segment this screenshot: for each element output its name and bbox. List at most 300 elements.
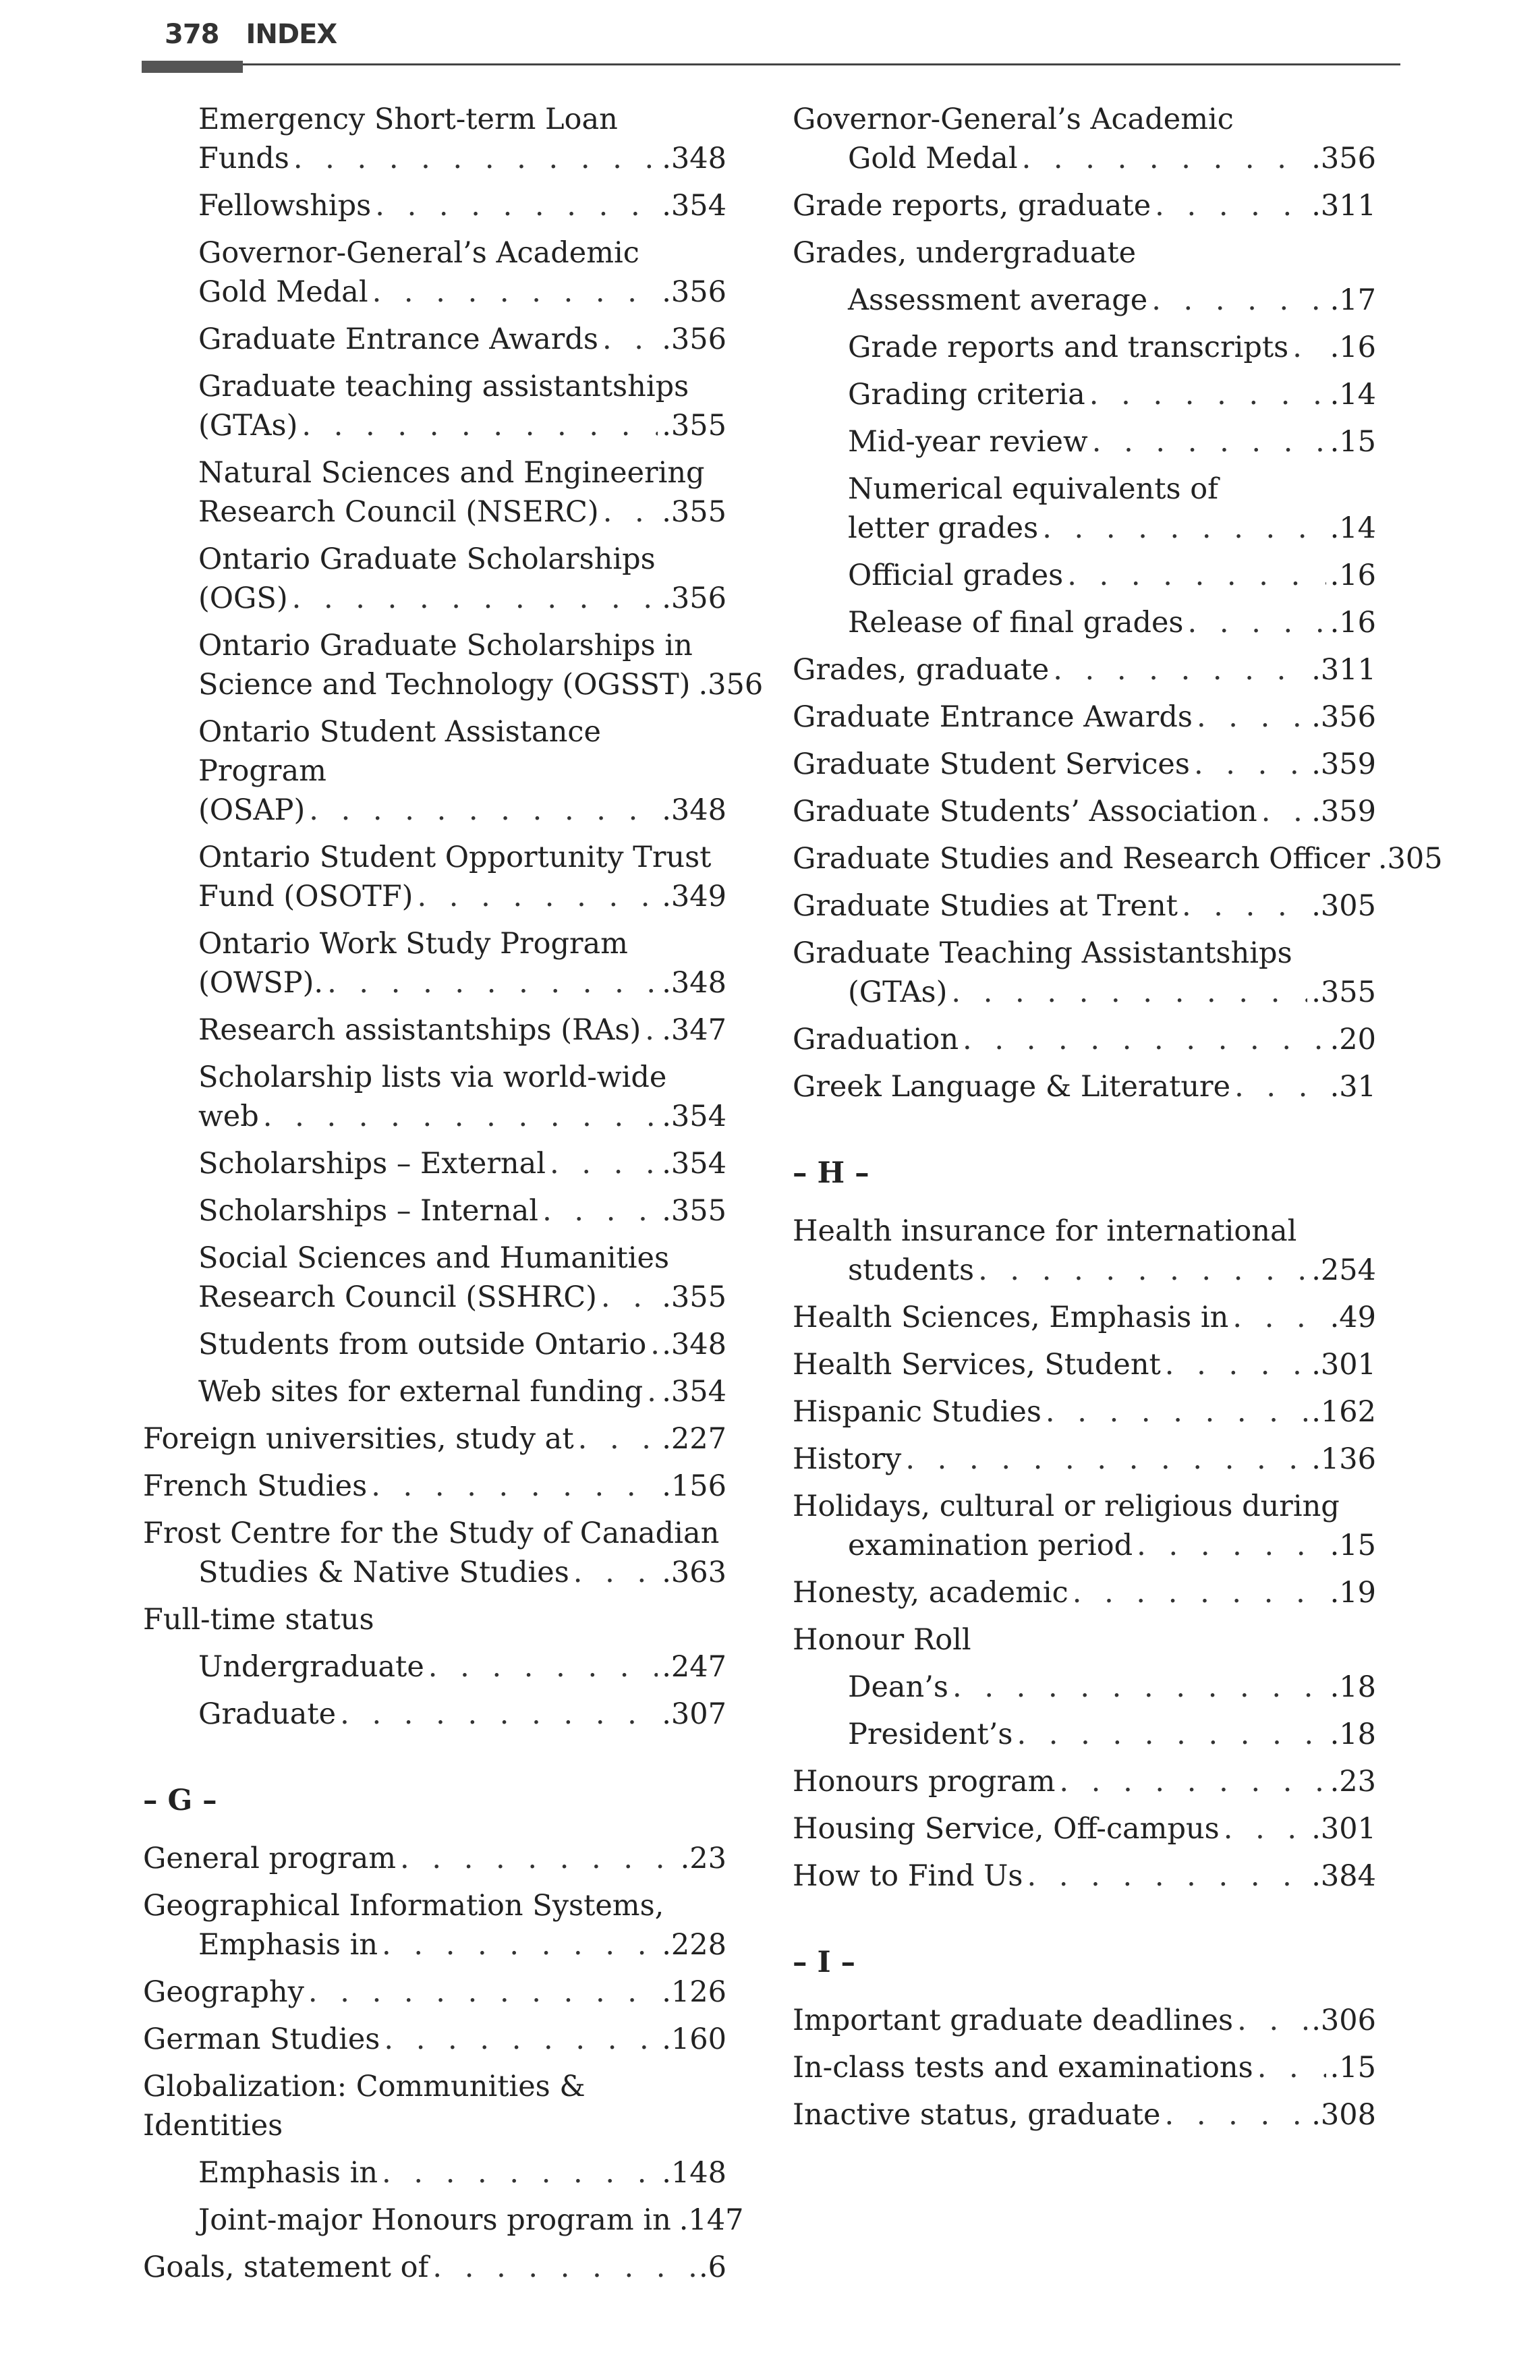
index-entry xyxy=(793,1067,1376,1106)
index-line xyxy=(793,1526,1376,1565)
page-ref: .247 xyxy=(662,1650,726,1684)
entry-continuation: Studies & Native Studies xyxy=(198,1556,569,1589)
index-subentry xyxy=(143,1239,726,1317)
leader-dots xyxy=(1137,1526,1325,1565)
leader-dots xyxy=(263,1097,658,1136)
index-line xyxy=(198,791,726,830)
subentry-text: (OSAP) xyxy=(198,793,306,827)
index-subentry xyxy=(793,328,1376,367)
index-line xyxy=(143,2248,726,2287)
page-ref: .354 xyxy=(662,1375,726,1409)
index-subentry xyxy=(793,556,1376,595)
leader-dots xyxy=(1092,422,1326,461)
subentry-text: Research assistantships (RAs) xyxy=(198,1013,641,1047)
page-ref: .349 xyxy=(662,880,726,913)
index-line xyxy=(793,1298,1376,1337)
subentry-text: Grading criteria xyxy=(848,378,1085,412)
page-ref: .31 xyxy=(1330,1070,1376,1104)
leader-dots xyxy=(1067,556,1325,595)
leader-dots xyxy=(372,273,658,312)
index-line xyxy=(848,509,1376,548)
index-line xyxy=(793,1573,1376,1612)
index-line xyxy=(793,186,1376,225)
index-line xyxy=(198,1372,726,1411)
page-ref: .126 xyxy=(662,1975,726,2009)
page-ref: .355 xyxy=(662,495,726,529)
page-ref: .16 xyxy=(1330,606,1376,640)
leader-dots xyxy=(1292,328,1325,367)
entry-text: Housing Service, Off-campus xyxy=(793,1812,1220,1846)
entry-continuation: (GTAs) xyxy=(848,975,948,1009)
page-ref: .308 xyxy=(1311,2098,1376,2132)
index-line xyxy=(198,492,726,532)
entry-text: Health Sciences, Emphasis in xyxy=(793,1301,1229,1334)
subentry-text: Web sites for external funding xyxy=(198,1375,644,1409)
entry-heading: Grades, undergraduate xyxy=(793,236,1137,270)
index-subentry xyxy=(793,375,1376,414)
index-subentry xyxy=(143,100,726,178)
page-ref: .160 xyxy=(662,2022,726,2056)
page-ref: .354 xyxy=(662,189,726,223)
index-line xyxy=(143,2020,726,2059)
leader-dots xyxy=(952,1668,1326,1707)
index-subentry xyxy=(143,540,726,618)
leader-dots xyxy=(542,1191,658,1230)
index-entry xyxy=(793,1345,1376,1384)
leader-dots xyxy=(1027,1857,1307,1896)
entry-text: History xyxy=(793,1442,902,1476)
index-subentry xyxy=(793,422,1376,461)
leader-dots xyxy=(578,1419,658,1458)
index-entry xyxy=(143,1973,726,2012)
index-line xyxy=(848,375,1376,414)
index-line xyxy=(848,1668,1376,1707)
page-ref: .227 xyxy=(662,1422,726,1456)
index-line xyxy=(198,1191,726,1230)
index-entry xyxy=(793,1762,1376,1801)
index-line xyxy=(848,328,1376,367)
leader-dots xyxy=(302,406,658,445)
index-subentry xyxy=(143,453,726,532)
page-ref: .16 xyxy=(1330,331,1376,364)
index-line xyxy=(198,1325,726,1364)
subentry-text: Emphasis in xyxy=(198,2156,378,2190)
page-ref: .15 xyxy=(1330,1529,1376,1562)
page-ref: .20 xyxy=(1330,1023,1376,1056)
subentry-text: (OWSP). xyxy=(198,966,324,1000)
subentry-heading: Governor-General’s Academic xyxy=(198,236,639,270)
leader-dots xyxy=(1232,1298,1325,1337)
index-line xyxy=(143,1973,726,2012)
index-entry xyxy=(143,1514,726,1592)
index-entry xyxy=(793,745,1376,784)
leader-dots xyxy=(1165,2095,1308,2134)
leader-dots xyxy=(602,320,658,359)
section-letter-h: – H – xyxy=(793,1156,869,1190)
leader-dots xyxy=(1237,2001,1307,2040)
section-letter-g: – G – xyxy=(143,1784,217,1817)
page-ref: .305 xyxy=(1377,842,1443,876)
subentry-heading: Ontario Work Study Program xyxy=(198,927,628,961)
entry-heading: Frost Centre for the Study of Canadian xyxy=(143,1517,720,1550)
leader-dots xyxy=(384,2020,658,2059)
index-subentry xyxy=(143,367,726,445)
leader-dots xyxy=(1165,1345,1307,1384)
page-ref: .6 xyxy=(698,2250,726,2284)
page-ref: .301 xyxy=(1311,1812,1376,1846)
page-ref: .359 xyxy=(1311,747,1376,781)
leader-dots xyxy=(1073,1573,1326,1612)
subentry-text: (OGS) xyxy=(198,582,288,615)
index-line xyxy=(793,1440,1376,1479)
leader-dots xyxy=(375,186,658,225)
page-ref: .306 xyxy=(1311,2004,1376,2037)
index-line xyxy=(143,1467,726,1506)
entry-text: Graduate Studies and Research Officer xyxy=(793,842,1370,876)
entry-text: Grade reports, graduate xyxy=(793,189,1151,223)
page-ref: .15 xyxy=(1330,2051,1376,2085)
page-ref: .356 xyxy=(1311,142,1376,175)
index-line xyxy=(793,792,1376,831)
index-subentry xyxy=(143,838,726,916)
entry-text: German Studies xyxy=(143,2022,380,2056)
page-ref: .384 xyxy=(1311,1859,1376,1893)
index-entry xyxy=(793,100,1376,178)
index-subentry xyxy=(143,233,726,312)
index-entry xyxy=(793,1857,1376,1896)
entry-heading: Honour Roll xyxy=(793,1623,971,1657)
index-subentry xyxy=(793,1715,1376,1754)
entry-heading: Health insurance for international xyxy=(793,1214,1297,1248)
running-title: INDEX xyxy=(246,19,337,50)
index-entry xyxy=(793,2001,1376,2040)
index-entry xyxy=(793,1020,1376,1059)
subentry-heading: Numerical equivalents of xyxy=(848,472,1219,506)
leader-dots xyxy=(603,492,658,532)
index-entry xyxy=(143,2020,726,2059)
page-ref: .23 xyxy=(680,1842,726,1875)
entry-heading: Full-time status xyxy=(143,1603,374,1637)
leader-dots xyxy=(327,963,658,1002)
index-line xyxy=(198,1278,726,1317)
entry-text: General program xyxy=(143,1842,397,1875)
index-entry xyxy=(793,934,1376,1012)
entry-text: Graduate Students’ Association xyxy=(793,795,1257,828)
subentry-text: web xyxy=(198,1100,259,1133)
subentry-text: Gold Medal xyxy=(198,275,368,309)
index-line xyxy=(198,877,726,916)
leader-dots xyxy=(1046,1392,1307,1432)
index-entry xyxy=(143,1467,726,1506)
index-line xyxy=(793,886,1376,926)
leader-dots xyxy=(400,1839,677,1878)
page-ref: .148 xyxy=(662,2156,726,2190)
subentry-continuation: letter grades xyxy=(848,511,1039,545)
leader-dots xyxy=(905,1440,1307,1479)
index-line xyxy=(793,2001,1376,2040)
index-line xyxy=(793,839,1443,878)
index-line xyxy=(848,422,1376,461)
leader-dots xyxy=(1257,2048,1326,2087)
index-line xyxy=(198,273,726,312)
page-ref: .347 xyxy=(662,1013,726,1047)
subentry-text: Graduate Entrance Awards xyxy=(198,322,598,356)
entry-text: Goals, statement of xyxy=(143,2250,429,2284)
leader-dots xyxy=(1089,375,1326,414)
index-line xyxy=(793,1762,1376,1801)
index-line xyxy=(848,281,1376,320)
subentry-text: Assessment average xyxy=(848,283,1148,317)
index-line xyxy=(198,1097,726,1136)
index-line xyxy=(198,406,726,445)
page-ref: .356 xyxy=(662,322,726,356)
index-line xyxy=(198,2201,744,2240)
index-subentry xyxy=(793,603,1376,642)
leader-dots xyxy=(645,1011,658,1050)
entry-text: Foreign universities, study at xyxy=(143,1422,574,1456)
entry-continuation: students xyxy=(848,1253,975,1287)
leader-dots xyxy=(292,579,658,618)
index-subentry xyxy=(143,2201,744,2240)
index-subentry xyxy=(143,712,726,830)
page-ref: .354 xyxy=(662,1147,726,1181)
entry-text: Inactive status, graduate xyxy=(793,2098,1161,2132)
page-ref: .14 xyxy=(1330,511,1376,545)
page-ref: .355 xyxy=(1311,975,1376,1009)
leader-dots xyxy=(340,1695,658,1734)
leader-dots xyxy=(963,1020,1326,1059)
index-entry xyxy=(793,1298,1376,1337)
index-subentry xyxy=(143,1011,726,1050)
subentry-text: Mid-year review xyxy=(848,425,1088,459)
page-ref: .355 xyxy=(662,409,726,443)
index-line xyxy=(198,1011,726,1050)
leader-dots xyxy=(1017,1715,1325,1754)
index-entry xyxy=(143,1839,726,1878)
subentry-text: Scholarships – Internal xyxy=(198,1194,539,1228)
index-line xyxy=(198,665,764,704)
entry-text: Graduate Studies at Trent xyxy=(793,889,1178,923)
subentry-text: Dean’s xyxy=(848,1670,948,1704)
index-subentry xyxy=(143,1144,726,1183)
page-ref: .147 xyxy=(679,2203,744,2237)
index-line xyxy=(793,2048,1376,2087)
page-ref: .355 xyxy=(662,1194,726,1228)
entry-text: Graduation xyxy=(793,1023,959,1056)
leader-dots xyxy=(1194,745,1307,784)
page-ref: .355 xyxy=(662,1280,726,1314)
index-line xyxy=(793,1392,1376,1432)
leader-dots xyxy=(1022,139,1308,178)
index-entry xyxy=(793,1212,1376,1290)
leader-dots xyxy=(1234,1067,1326,1106)
page-ref: .311 xyxy=(1311,653,1376,687)
index-line xyxy=(793,1809,1376,1848)
section-letter-i: – I – xyxy=(793,1946,856,1979)
leader-dots xyxy=(978,1251,1307,1290)
page-ref: .359 xyxy=(1311,795,1376,828)
page-ref: .16 xyxy=(1330,559,1376,592)
index-entry xyxy=(793,186,1376,225)
leader-dots xyxy=(382,1925,658,1964)
index-subentry xyxy=(143,924,726,1002)
leader-dots xyxy=(1182,886,1307,926)
subentry-text: Science and Technology (OGSST) xyxy=(198,668,691,702)
entry-text: Geography xyxy=(143,1975,304,2009)
index-entry xyxy=(793,839,1443,878)
page-ref: .15 xyxy=(1330,425,1376,459)
entry-heading: Geographical Information Systems, xyxy=(143,1889,664,1923)
entry-heading: Globalization: Communities & Identities xyxy=(143,2070,586,2143)
page-ref: .305 xyxy=(1311,889,1376,923)
index-entry xyxy=(793,792,1376,831)
index-line xyxy=(793,1251,1376,1290)
subentry-text: Graduate xyxy=(198,1697,337,1731)
index-line xyxy=(198,139,726,178)
page-ref: .356 xyxy=(1311,700,1376,734)
leader-dots xyxy=(1224,1809,1308,1848)
index-line xyxy=(793,1857,1376,1896)
leader-dots xyxy=(309,791,658,830)
index-line xyxy=(143,1839,726,1878)
leader-dots xyxy=(428,1647,658,1687)
page-ref: .18 xyxy=(1330,1718,1376,1751)
leader-dots xyxy=(417,877,658,916)
page-ref: .311 xyxy=(1311,189,1376,223)
entry-text: Graduate Student Services xyxy=(793,747,1190,781)
index-subentry xyxy=(143,2153,726,2192)
leader-dots xyxy=(371,1467,658,1506)
entry-text: In-class tests and examinations xyxy=(793,2051,1253,2085)
left-column xyxy=(143,100,764,2295)
entry-text: Important graduate deadlines xyxy=(793,2004,1234,2037)
index-entry xyxy=(143,1886,726,1964)
index-line xyxy=(793,139,1376,178)
entry-heading: Graduate Teaching Assistantships xyxy=(793,936,1292,970)
index-line xyxy=(198,320,726,359)
page-number: 378 xyxy=(165,19,219,50)
leader-dots xyxy=(432,2248,695,2287)
page-ref: .19 xyxy=(1330,1576,1376,1610)
leader-dots xyxy=(1151,281,1325,320)
page-ref: .348 xyxy=(662,142,726,175)
page-ref: .49 xyxy=(1330,1301,1376,1334)
subentry-text: Fellowships xyxy=(198,189,372,223)
entry-text: Health Services, Student xyxy=(793,1348,1161,1382)
subentry-text: Official grades xyxy=(848,559,1064,592)
index-subentry xyxy=(143,1372,726,1411)
page-ref: .228 xyxy=(662,1928,726,1962)
header-rule-block xyxy=(142,61,243,73)
index-entry xyxy=(793,1487,1376,1565)
index-subentry xyxy=(143,1647,726,1687)
index-subentry xyxy=(143,1695,726,1734)
index-subentry xyxy=(793,281,1376,320)
leader-dots xyxy=(293,139,658,178)
leader-dots xyxy=(601,1278,658,1317)
page-ref: .254 xyxy=(1311,1253,1376,1287)
page-header xyxy=(165,19,337,50)
leader-dots xyxy=(1261,792,1308,831)
subentry-heading: Social Sciences and Humanities xyxy=(198,1241,670,1275)
index-subentry xyxy=(143,1191,726,1230)
subentry-heading: Ontario Student Opportunity Trust xyxy=(198,841,712,874)
index-entry xyxy=(793,886,1376,926)
entry-heading: Holidays, cultural or religious during xyxy=(793,1490,1340,1523)
entry-continuation: Gold Medal xyxy=(848,142,1018,175)
page-ref: .356 xyxy=(698,668,764,702)
index-line xyxy=(793,2095,1376,2134)
leader-dots xyxy=(1059,1762,1325,1801)
leader-dots xyxy=(1155,186,1307,225)
index-line xyxy=(143,1553,726,1592)
index-line xyxy=(793,1020,1376,1059)
subentry-heading: Ontario Graduate Scholarships xyxy=(198,542,656,576)
index-entry xyxy=(793,2095,1376,2134)
index-line xyxy=(198,963,726,1002)
index-line xyxy=(198,1695,726,1734)
index-line xyxy=(793,650,1376,689)
entry-text: French Studies xyxy=(143,1469,368,1503)
index-entry xyxy=(143,1419,726,1458)
leader-dots xyxy=(1188,603,1326,642)
index-line xyxy=(793,745,1376,784)
leader-dots xyxy=(1197,698,1307,737)
index-entry xyxy=(793,2048,1376,2087)
index-line xyxy=(143,1925,726,1964)
page-ref: .17 xyxy=(1330,283,1376,317)
page-ref: .356 xyxy=(662,582,726,615)
leader-dots xyxy=(951,973,1307,1012)
index-entry xyxy=(793,1809,1376,1848)
subentry-heading: Scholarship lists via world-wide xyxy=(198,1060,667,1094)
entry-text: Honours program xyxy=(793,1765,1056,1798)
page-ref: .23 xyxy=(1330,1765,1376,1798)
entry-heading: Governor-General’s Academic xyxy=(793,103,1234,136)
subentry-text: Grade reports and transcripts xyxy=(848,331,1289,364)
index-subentry xyxy=(143,1325,726,1364)
page-ref: .301 xyxy=(1311,1348,1376,1382)
subentry-text: Funds xyxy=(198,142,289,175)
subentry-text: Joint-major Honours program in xyxy=(198,2203,671,2237)
index-entry xyxy=(143,2248,726,2287)
index-entry xyxy=(793,1392,1376,1432)
index-line xyxy=(198,2153,726,2192)
entry-text: How to Find Us xyxy=(793,1859,1023,1893)
leader-dots xyxy=(1053,650,1307,689)
index-subentry xyxy=(143,1058,726,1136)
page-ref: .307 xyxy=(662,1697,726,1731)
header-rule xyxy=(142,63,1400,65)
index-subentry xyxy=(793,470,1376,548)
leader-dots xyxy=(1042,509,1325,548)
index-subentry xyxy=(143,186,726,225)
index-line xyxy=(848,603,1376,642)
entry-text: Hispanic Studies xyxy=(793,1395,1042,1429)
leader-dots xyxy=(308,1973,658,2012)
index-line xyxy=(848,1715,1376,1754)
index-subentry xyxy=(143,626,764,704)
index-line xyxy=(198,1647,726,1687)
subentry-heading: Emergency Short-term Loan xyxy=(198,103,618,136)
entry-continuation: Emphasis in xyxy=(198,1928,378,1962)
index-entry xyxy=(793,650,1376,689)
page-ref: .156 xyxy=(662,1469,726,1503)
entry-text: Grades, graduate xyxy=(793,653,1050,687)
page-ref: .356 xyxy=(662,275,726,309)
index-line xyxy=(198,579,726,618)
entry-text: Honesty, academic xyxy=(793,1576,1068,1610)
